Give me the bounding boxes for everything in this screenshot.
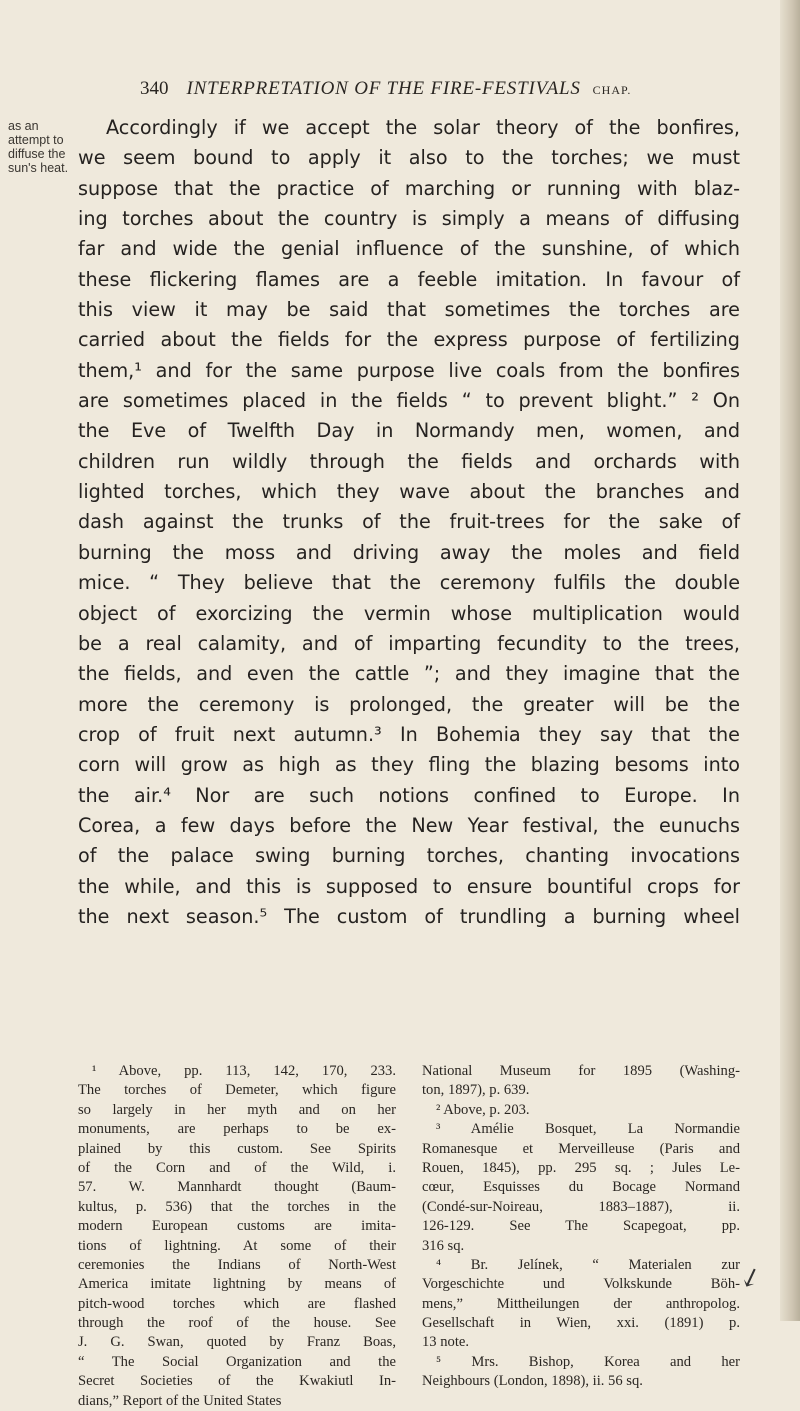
marginal-note-line: attempt to — [8, 133, 64, 147]
marginal-note — [8, 119, 70, 175]
chapter-abbrev: CHAP. — [592, 83, 632, 97]
body-line: the fields, and even the cattle ”; and they imagine that the — [78, 662, 740, 686]
body-line: Corea, a few days before the New Year festival, the eunuchs — [78, 813, 740, 837]
body-paragraph — [78, 113, 740, 932]
footnote-line: ³ Amélie Bosquet, La Normandie — [436, 1121, 740, 1138]
body-line: children run wildly through the fields and orchards with — [78, 449, 740, 473]
footnote-line: cœur, Esquisses du Bocage Normand — [422, 1179, 740, 1196]
body-line: dash against the trunks of the fruit-trees for the sake of — [78, 510, 740, 534]
footnote-line: 316 sq. — [422, 1237, 465, 1254]
footnote-line: kultus, p. 536) that the torches in the — [78, 1198, 396, 1215]
footnote-line: 57. W. Mannhardt thought (Baum- — [78, 1179, 396, 1196]
body-line: lighted torches, which they wave about the branches and — [78, 480, 740, 504]
footnote-line: pitch-wood torches which are flashed — [78, 1295, 396, 1312]
marginal-note-line: diffuse the — [8, 147, 66, 161]
footnote-line: of the Corn and of the Wild, i. — [78, 1159, 396, 1176]
page-number: 340 — [140, 78, 169, 99]
body-line: this view it may be said that sometimes the torches are — [78, 298, 740, 322]
footnote-line: ¹ Above, pp. 113, 142, 170, 233. — [92, 1063, 396, 1079]
footnotes-left-column — [78, 1062, 396, 1411]
body-line: these flickering flames are a feeble imitation. In favour of — [78, 267, 740, 291]
footnote-line: ⁴ Br. Jelínek, “ Materialen zur — [436, 1256, 740, 1273]
footnote-line: so largely in her myth and on her — [78, 1101, 396, 1118]
body-line: be a real calamity, and of imparting fecundity to the trees, — [78, 631, 740, 655]
marginal-note-line: as an — [8, 119, 39, 133]
footnote-line: The torches of Demeter, which figure — [78, 1082, 396, 1099]
body-line: object of exorcizing the vermin whose multiplication would — [78, 601, 740, 625]
body-line: Accordingly if we accept the solar theory of the bonfires, — [106, 116, 740, 139]
footnote-line: (Condé-sur-Noireau, 1883–1887), ii. — [422, 1198, 740, 1215]
body-line: suppose that the practice of marching or running with blaz- — [78, 176, 740, 200]
footnote-line: National Museum for 1895 (Washing- — [422, 1063, 740, 1079]
footnote-line: ⁵ Mrs. Bishop, Korea and her — [436, 1353, 740, 1370]
footnote-line: ceremonies the Indians of North-West — [78, 1256, 396, 1273]
footnote-line: Gesellschaft in Wien, xxi. (1891) p. — [422, 1315, 740, 1332]
footnote-line: 13 note. — [422, 1334, 470, 1351]
body-line: far and wide the genial influence of the sunshine, of which — [78, 237, 740, 261]
footnote-line: Vorgeschichte und Volkskunde Böh- — [422, 1276, 740, 1293]
footnotes-right-column — [422, 1062, 740, 1411]
body-line: ing torches about the country is simply a means of diffusing — [78, 207, 740, 231]
footnotes — [78, 1062, 740, 1411]
body-line: mice. “ They believe that the ceremony fulfils the double — [78, 571, 740, 595]
footnote-line: 126-129. See The Scapegoat, pp. — [422, 1218, 740, 1235]
footnote-line: Rouen, 1845), pp. 295 sq. ; Jules Le- — [422, 1159, 740, 1176]
body-line: are sometimes placed in the fields “ to prevent blight.” ² On — [78, 389, 740, 413]
footnote-line: J. G. Swan, quoted by Franz Boas, — [78, 1334, 396, 1351]
body-line: the next season.⁵ The custom of trundling a burning wheel — [78, 904, 740, 928]
footnote-line: mens,” Mittheilungen der anthropolog. — [422, 1295, 740, 1312]
body-line: crop of fruit next autumn.³ In Bohemia they say that the — [78, 722, 740, 746]
body-line: the while, and this is supposed to ensure bountiful crops for — [78, 874, 740, 898]
footnote-line: dians,” Report of the United States — [78, 1392, 282, 1409]
body-line: the air.⁴ Nor are such notions confined to Europe. In — [78, 783, 740, 807]
body-line: we seem bound to apply it also to the torches; we must — [78, 146, 740, 170]
page-edge — [780, 0, 800, 1321]
body-line: of the palace swing burning torches, chanting invocations — [78, 844, 740, 868]
footnote-line: plained by this custom. See Spirits — [78, 1140, 396, 1157]
body-line: more the ceremony is prolonged, the greater will be the — [78, 692, 740, 716]
body-line: them,¹ and for the same purpose live coals from the bonfires — [78, 358, 740, 382]
footnote-line: ton, 1897), p. 639. — [422, 1082, 530, 1099]
marginal-note-line: sun's heat. — [8, 161, 69, 175]
footnote-line: “ The Social Organization and the — [78, 1353, 396, 1370]
footnote-line: modern European customs are imita- — [78, 1218, 396, 1235]
body-line: burning the moss and driving away the moles and field — [78, 540, 740, 564]
footnote-line: America imitate lightning by means of — [78, 1276, 396, 1293]
running-title: INTERPRETATION OF THE FIRE-FESTIVALS — [186, 78, 581, 99]
body-line: corn will grow as high as they fling the blazing besoms into — [78, 753, 740, 777]
page-corner-mark: ↙ — [735, 1260, 767, 1296]
footnote-line: tions of lightning. At some of their — [78, 1237, 396, 1254]
body-line: the Eve of Twelfth Day in Normandy men, women, and — [78, 419, 740, 443]
body-line: carried about the fields for the express purpose of fertilizing — [78, 328, 740, 352]
footnote-line: Romanesque et Merveilleuse (Paris and — [422, 1140, 740, 1157]
footnote-line: Neighbours (London, 1898), ii. 56 sq. — [422, 1373, 643, 1390]
footnote-line: through the roof of the house. See — [78, 1315, 396, 1332]
running-header — [140, 78, 740, 100]
footnote-line: ² Above, p. 203. — [436, 1101, 530, 1118]
footnote-line: monuments, are perhaps to be ex- — [78, 1121, 396, 1138]
footnote-line: Secret Societies of the Kwakiutl In- — [78, 1373, 396, 1390]
